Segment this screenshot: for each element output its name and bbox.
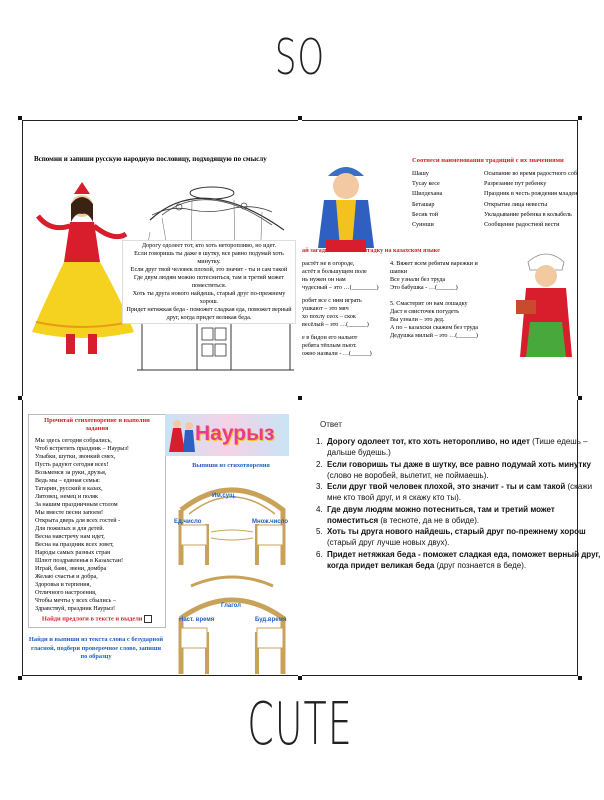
- poem-line: Открыта дверь для всех гостей -: [35, 517, 121, 524]
- proverbs-instruction: Вспомни и запиши русскую народную пословицу, подходящую по смыслу: [34, 155, 267, 163]
- riddle-line: ушкают – это мяч: [302, 305, 349, 312]
- poem-line: Литовец, немец и поляк: [35, 493, 98, 500]
- riddle-line: 5. Смастерит он вам лошадку: [390, 300, 468, 307]
- yurt-diagram-verbs: [167, 578, 297, 678]
- poem-title: Прочитай стихотворение и выполни задания: [44, 417, 150, 432]
- riddle-line: чудесный – это …(________): [302, 284, 379, 291]
- poem-line: Желаю счастья и добра,: [35, 573, 98, 580]
- riddle-line: Вы узнали – это дед.: [390, 316, 445, 323]
- riddle-line: растёт не в огороде,: [302, 260, 355, 267]
- tradition-row: [412, 180, 604, 188]
- traditions-title: Соотнеси наименования традиций с их значениями: [412, 157, 564, 164]
- checkbox[interactable]: [144, 615, 152, 623]
- answer-proverb: Если друг твой человек плохой, это значит - ты и сам такой: [327, 482, 566, 491]
- answer-number: 5.: [316, 527, 323, 536]
- tradition-meaning: Разрезание пут ребенку: [484, 180, 547, 188]
- answer-number: 1.: [316, 437, 323, 446]
- dancers-icon: [167, 416, 197, 456]
- label-plural: Множ.число: [252, 519, 289, 525]
- riddles-right: [390, 260, 520, 340]
- answer-number: 3.: [316, 482, 323, 491]
- answer-number: 6.: [316, 549, 323, 559]
- riddle-line: Дедушка милый – это …(______): [390, 332, 478, 339]
- poem-line: Шлют поздравленья в Казахстан!: [35, 557, 124, 564]
- label-future: Буд.время: [255, 617, 287, 623]
- answers-list: [316, 436, 604, 571]
- answer-equivalent: (друг познается в беде).: [434, 560, 527, 570]
- answer-item: [316, 459, 604, 481]
- tradition-meaning: Праздник в честь рождения младен: [484, 190, 578, 198]
- poem-line: Возьмемся за руки, друзья,: [35, 469, 107, 476]
- task-words: Найди и выпиши из текста слова с безударной гласной, подбери проверочное слово, запиши по образцу: [28, 636, 164, 660]
- proverb-line: Если друг твой человек плохой, это значит - ты и сам такой: [130, 266, 288, 273]
- tradition-meaning: Укладывание ребенка в колыбель: [484, 210, 572, 218]
- label-verb: Глагол: [221, 603, 241, 609]
- tradition-name: Шашу: [412, 170, 429, 177]
- page-title-top: SO: [274, 29, 326, 87]
- crop-mark: [578, 676, 582, 680]
- answer-item: [316, 549, 604, 571]
- answer-proverb: Дорогу одолеет тот, кто хоть неторопливо, но идет: [327, 437, 530, 446]
- grandfather-illustration: [306, 158, 386, 258]
- poem-line: Весна навстречу нам идет,: [35, 533, 105, 540]
- proverb-line: Дорогу одолеет тот, кто хоть неторопливо, но идет.: [141, 242, 277, 249]
- poem-line: Здравствуй, праздник Наурыз!: [35, 605, 116, 612]
- tradition-meaning: Открытие лица невесты: [484, 200, 548, 208]
- poem-lines: [29, 437, 165, 613]
- answer-number: 2.: [316, 459, 323, 469]
- proverbs-card: [122, 240, 296, 324]
- crop-mark: [578, 116, 582, 120]
- traditions-table: [412, 170, 604, 231]
- proverb-line: Хоть ты друга нового найдешь, старый друг по-прежнему хорош.: [132, 290, 286, 305]
- proverb-line: Где двум людям можно потесниться, там и третий может поместиться.: [133, 274, 285, 289]
- label-noun: Им.сущ.: [212, 493, 236, 499]
- riddle-line: астёт в большущем поле: [302, 268, 367, 275]
- answer-item: [316, 504, 604, 526]
- tradition-row: [412, 211, 604, 219]
- poem-line: Чтобы мечты у всех сбылись –: [35, 597, 117, 604]
- poem-line: За нашим праздничным столом: [35, 501, 118, 508]
- poem-line: Народы самых разных стран: [35, 549, 111, 556]
- poem-line: Весна на праздник всех зовет,: [35, 541, 114, 548]
- spacer: [390, 292, 520, 300]
- tradition-meaning: Осыпание во время радостного соб: [484, 170, 578, 177]
- write-nouns-title: Выпиши из стихотворения: [192, 462, 270, 469]
- tradition-name: Бесик той: [412, 210, 439, 218]
- crop-mark: [298, 676, 302, 680]
- answer-proverb: Где двум людям можно потесниться, там и третий может поместиться: [327, 504, 555, 525]
- tradition-row: [412, 190, 604, 198]
- label-past: Наст. время: [179, 617, 215, 623]
- nauryz-banner: [165, 414, 289, 456]
- proverb-line: Придет нетяжкая беда - поможет сладкая еда, поможет верный друг, когда придет великая беда.: [126, 306, 292, 321]
- poem-line: Мы здесь сегодня собрались,: [35, 437, 112, 444]
- crop-mark: [18, 676, 22, 680]
- answer-equivalent: (Тише едешь – дальше будешь.): [327, 437, 588, 457]
- poem-line: Ведь мы – единая семья:: [35, 477, 101, 484]
- tradition-name: Тусау кесе: [412, 180, 440, 188]
- answer-item: [316, 526, 604, 548]
- riddle-line: Это бабушка - …(______): [390, 284, 458, 291]
- riddles-title: ай загадки и запиши отгадку на казахском языке: [302, 247, 440, 254]
- riddle-line: нь нужен он нам: [302, 276, 346, 283]
- poem-line: Отличного настроения,: [35, 589, 97, 596]
- poem-line: Играй, баян, звени, домбра: [35, 565, 107, 572]
- panel-proverbs: [22, 120, 298, 396]
- proverb-line: Если говоришь ты даже в шутку, все равно подумай хоть минутку.: [134, 250, 284, 265]
- crop-mark: [578, 396, 582, 400]
- poem-line: Здоровья и терпения,: [35, 581, 91, 588]
- poem-line: Мы вместе песни запоем!: [35, 509, 104, 516]
- tradition-name: Суинши: [412, 220, 434, 228]
- riddle-line: хо похлу сеох – скок: [302, 313, 356, 320]
- riddle-line: Даст я свисточек погудеть: [390, 308, 460, 315]
- answers-heading: Ответ: [320, 420, 342, 429]
- task-prepositions-text: Найди предлоги в тексте и выдели: [41, 615, 143, 623]
- tradition-meaning: Сообщение радостной вести: [484, 220, 560, 228]
- tradition-name: Шилдехана: [412, 190, 443, 198]
- panel-answers: [302, 400, 601, 676]
- answer-equivalent: (скажи мне кто твой друг, и я скажу кто ты).: [327, 482, 593, 502]
- tradition-row: [412, 221, 604, 229]
- answer-proverb: Придет нетяжкая беда - поможет сладкая еда, поможет верный друг, когда придет великая беда: [327, 549, 601, 570]
- riddle-line: весёлый – это …(______): [302, 321, 369, 328]
- poem-line: Татарин, русский и казах,: [35, 485, 103, 492]
- banner-title: Наурыз: [195, 422, 275, 445]
- poem-line: Для пожилых и для детей.: [35, 525, 105, 532]
- riddle-line: ожно назвали - …(______): [302, 350, 372, 357]
- riddle-line: робят все с ним играть: [302, 297, 362, 304]
- riddle-line: А по – казахски скажем без труда: [390, 324, 479, 331]
- riddle-line: 4. Вяжет всем ребятам варежки и: [390, 260, 478, 267]
- page-title-bottom: CUTE: [247, 689, 353, 759]
- poem-line: Улыбки, шутки, звонкий смех,: [35, 453, 116, 460]
- answer-proverb: Хоть ты друга нового найдешь, старый друг по-прежнему хорош: [327, 527, 586, 536]
- poem-line: Чтоб встретить праздник – Наурыз!: [35, 445, 129, 452]
- tradition-row: [412, 170, 604, 178]
- answer-proverb: Если говоришь ты даже в шутку, все равно подумай хоть минутку: [327, 459, 591, 469]
- riddle-line: ребята тёплым пьют.: [302, 342, 357, 349]
- answer-number: 4.: [316, 504, 323, 514]
- poem-box: [28, 414, 166, 628]
- panel-nauryz-poem: [22, 400, 298, 676]
- task-prepositions: [29, 615, 165, 623]
- tradition-name: Беташар: [412, 200, 435, 208]
- label-singular: Ед.число: [174, 519, 202, 525]
- riddle-line: шапки: [390, 268, 408, 275]
- answer-equivalent: (в тесноте, да не в обиде).: [378, 515, 480, 525]
- answer-equivalent: (слово не воробей, вылетит, не поймаешь).: [327, 470, 489, 480]
- riddle-line: Все узнали без труда: [390, 276, 446, 283]
- answer-item: [316, 481, 604, 503]
- answer-item: [316, 436, 604, 458]
- panel-traditions: [302, 120, 578, 396]
- poem-line: Пусть радуют сегодня всех!: [35, 461, 109, 468]
- riddle-line: е в бидон его нальют: [302, 334, 358, 341]
- grandmother-illustration: [516, 242, 576, 372]
- answer-equivalent: (старый друг лучше новых двух).: [327, 538, 450, 547]
- tradition-row: [412, 201, 604, 209]
